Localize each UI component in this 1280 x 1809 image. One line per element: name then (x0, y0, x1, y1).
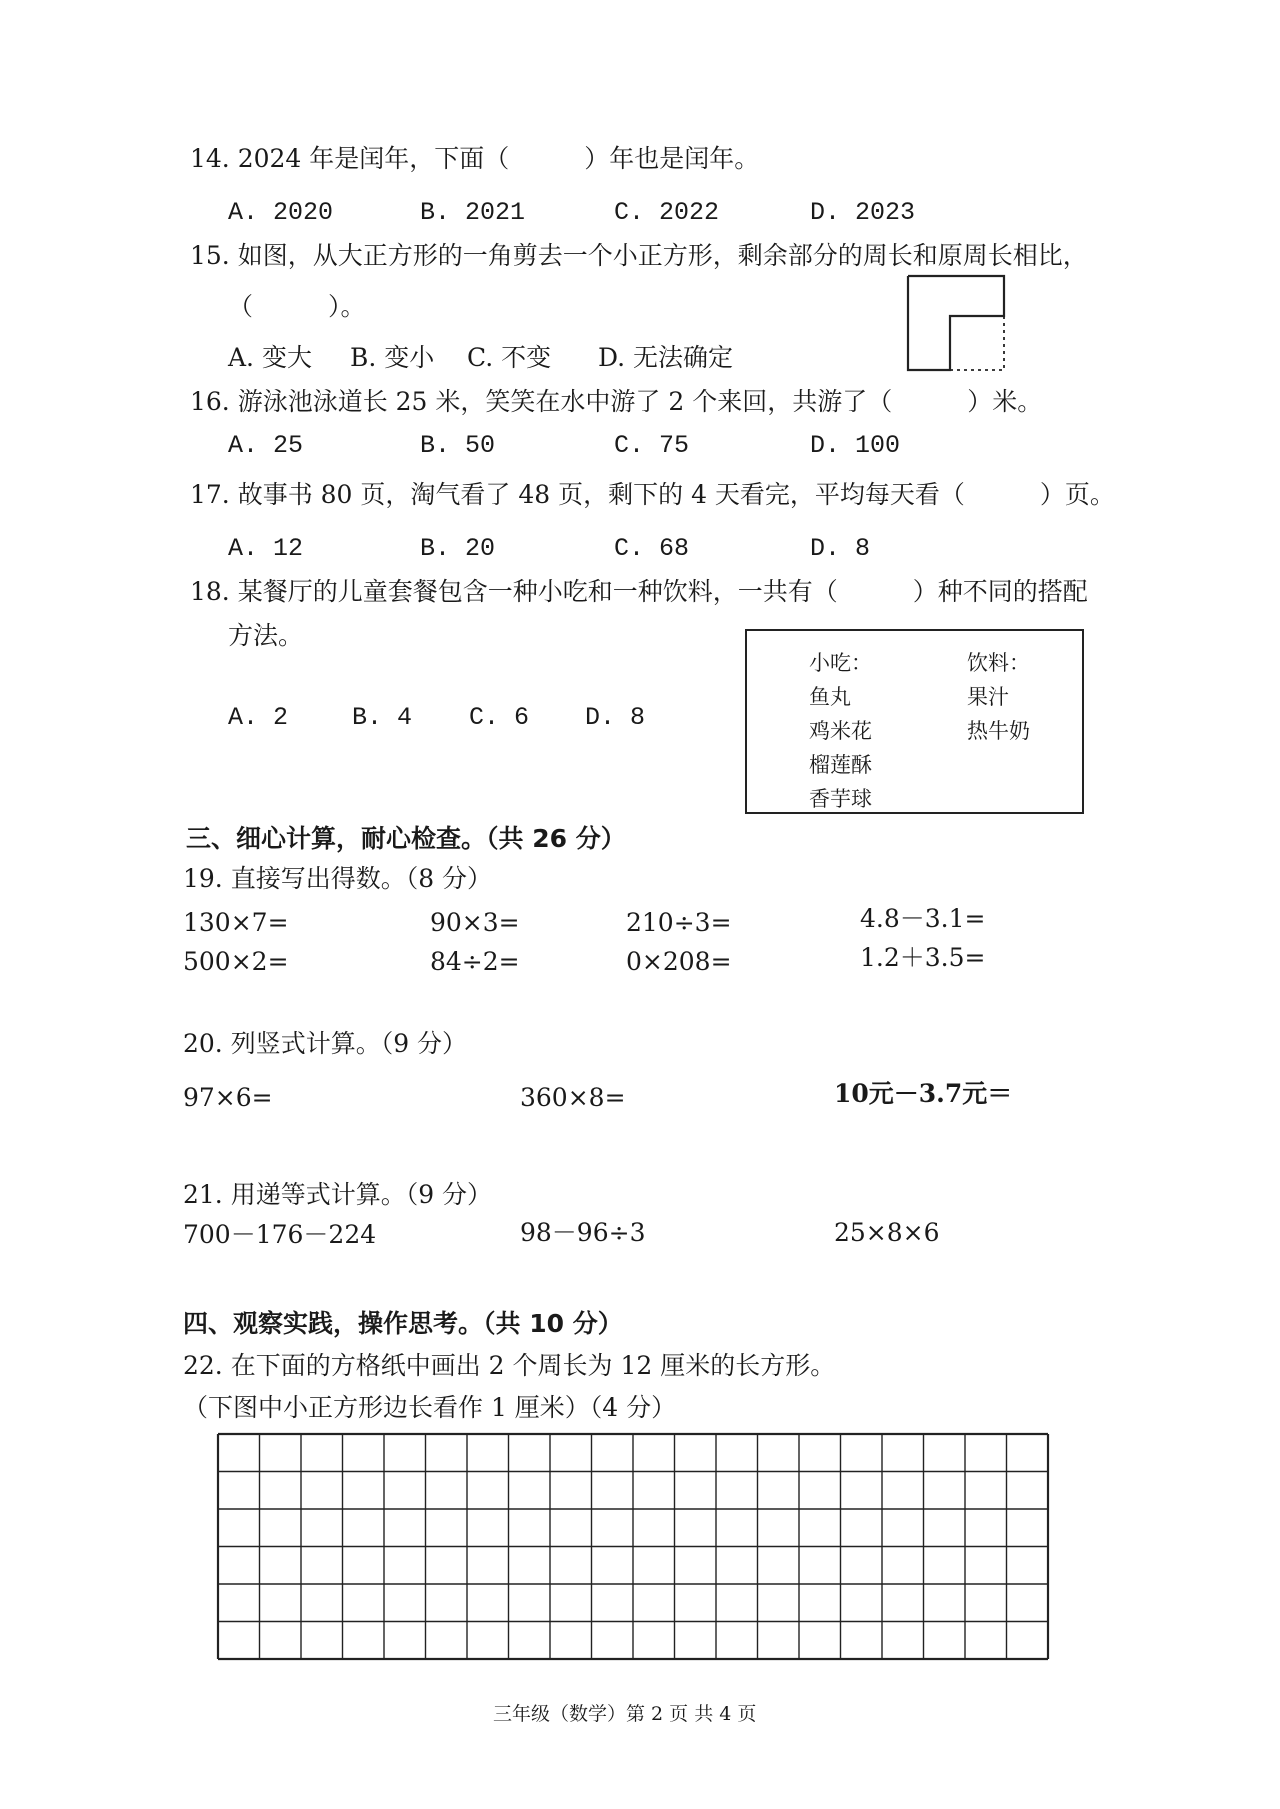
q22-stem: 22. 在下面的方格纸中画出 2 个周长为 12 厘米的长方形。 (183, 1351, 836, 1380)
q17-option-c[interactable]: C. 68 (614, 534, 690, 563)
q16-stem: 16. 游泳池泳道长 25 米，笑笑在水中游了 2 个来回，共游了（ ）米。 (190, 387, 1043, 416)
q14-option-c[interactable]: C. 2022 (614, 198, 720, 227)
q19-item[interactable]: 4.8－3.1= (860, 904, 986, 933)
q18-option-b[interactable]: B. 4 (352, 703, 413, 732)
q21-item[interactable]: 25×8×6 (834, 1218, 940, 1247)
q20-item[interactable]: 360×8= (520, 1083, 626, 1112)
q21-stem: 21. 用递等式计算。（9 分） (183, 1180, 493, 1209)
q17-stem: 17. 故事书 80 页，淘气看了 48 页，剩下的 4 天看完，平均每天看（ ）页。 (190, 480, 1115, 509)
q19-item[interactable]: 210÷3= (626, 908, 732, 937)
q16-option-d[interactable]: D. 100 (810, 431, 901, 460)
q17-option-a[interactable]: A. 12 (228, 534, 304, 563)
q15-blank[interactable]: （ ）。 (228, 292, 366, 321)
q15-option-a[interactable]: A. 变大 (228, 343, 312, 372)
q19-item[interactable]: 84÷2= (430, 947, 520, 976)
q15-option-b[interactable]: B. 变小 (350, 343, 435, 372)
q15-stem: 15. 如图，从大正方形的一角剪去一个小正方形，剩余部分的周长和原周长相比， (190, 241, 1088, 270)
q14-stem: 14. 2024 年是闰年，下面（ ）年也是闰年。 (190, 144, 760, 173)
q15-option-d[interactable]: D. 无法确定 (598, 343, 734, 372)
q19-stem: 19. 直接写出得数。（8 分） (183, 864, 493, 893)
q14-option-d[interactable]: D. 2023 (810, 198, 916, 227)
cut-square-figure (900, 270, 1010, 376)
q20-item[interactable]: 97×6= (183, 1083, 273, 1112)
q18-option-a[interactable]: A. 2 (228, 703, 289, 732)
drink-item: 果汁 (967, 685, 1009, 709)
snack-item: 榴莲酥 (809, 753, 872, 777)
q19-item[interactable]: 0×208= (626, 947, 732, 976)
snack-header: 小吃： (809, 651, 872, 675)
q19-item[interactable]: 130×7= (183, 908, 289, 937)
q19-item[interactable]: 90×3= (430, 908, 520, 937)
q22-note: （下图中小正方形边长看作 1 厘米）（4 分） (183, 1393, 677, 1422)
q15-option-c[interactable]: C. 不变 (467, 343, 552, 372)
q14-option-a[interactable]: A. 2020 (228, 198, 334, 227)
q21-item[interactable]: 98－96÷3 (520, 1218, 646, 1247)
menu-box (745, 629, 1084, 814)
q18-option-d[interactable]: D. 8 (585, 703, 646, 732)
drink-item: 热牛奶 (967, 719, 1030, 743)
section3-title: 三、细心计算，耐心检查。（共 26 分） (186, 824, 626, 853)
q21-item[interactable]: 700－176－224 (183, 1220, 377, 1249)
drink-header: 饮料： (967, 651, 1030, 675)
section4-title: 四、观察实践，操作思考。（共 10 分） (183, 1309, 623, 1338)
q16-option-a[interactable]: A. 25 (228, 431, 304, 460)
q19-item[interactable]: 500×2= (183, 947, 289, 976)
q16-option-c[interactable]: C. 75 (614, 431, 690, 460)
snack-item: 鸡米花 (809, 719, 872, 743)
q16-option-b[interactable]: B. 50 (420, 431, 496, 460)
q14-option-b[interactable]: B. 2021 (420, 198, 526, 227)
snack-item: 鱼丸 (809, 685, 851, 709)
q17-option-b[interactable]: B. 20 (420, 534, 496, 563)
grid-paper[interactable] (215, 1431, 1053, 1664)
q18-stem-continued: 方法。 (228, 621, 304, 650)
q18-option-c[interactable]: C. 6 (469, 703, 530, 732)
page-footer: 三年级（数学）第 2 页 共 4 页 (493, 1703, 757, 1725)
q20-item[interactable]: 10元－3.7元＝ (834, 1079, 1013, 1108)
q18-stem: 18. 某餐厅的儿童套餐包含一种小吃和一种饮料，一共有（ ）种不同的搭配 (190, 577, 1088, 606)
q17-option-d[interactable]: D. 8 (810, 534, 871, 563)
q19-item[interactable]: 1.2＋3.5= (860, 943, 986, 972)
q20-stem: 20. 列竖式计算。（9 分） (183, 1029, 468, 1058)
snack-item: 香芋球 (809, 787, 872, 811)
